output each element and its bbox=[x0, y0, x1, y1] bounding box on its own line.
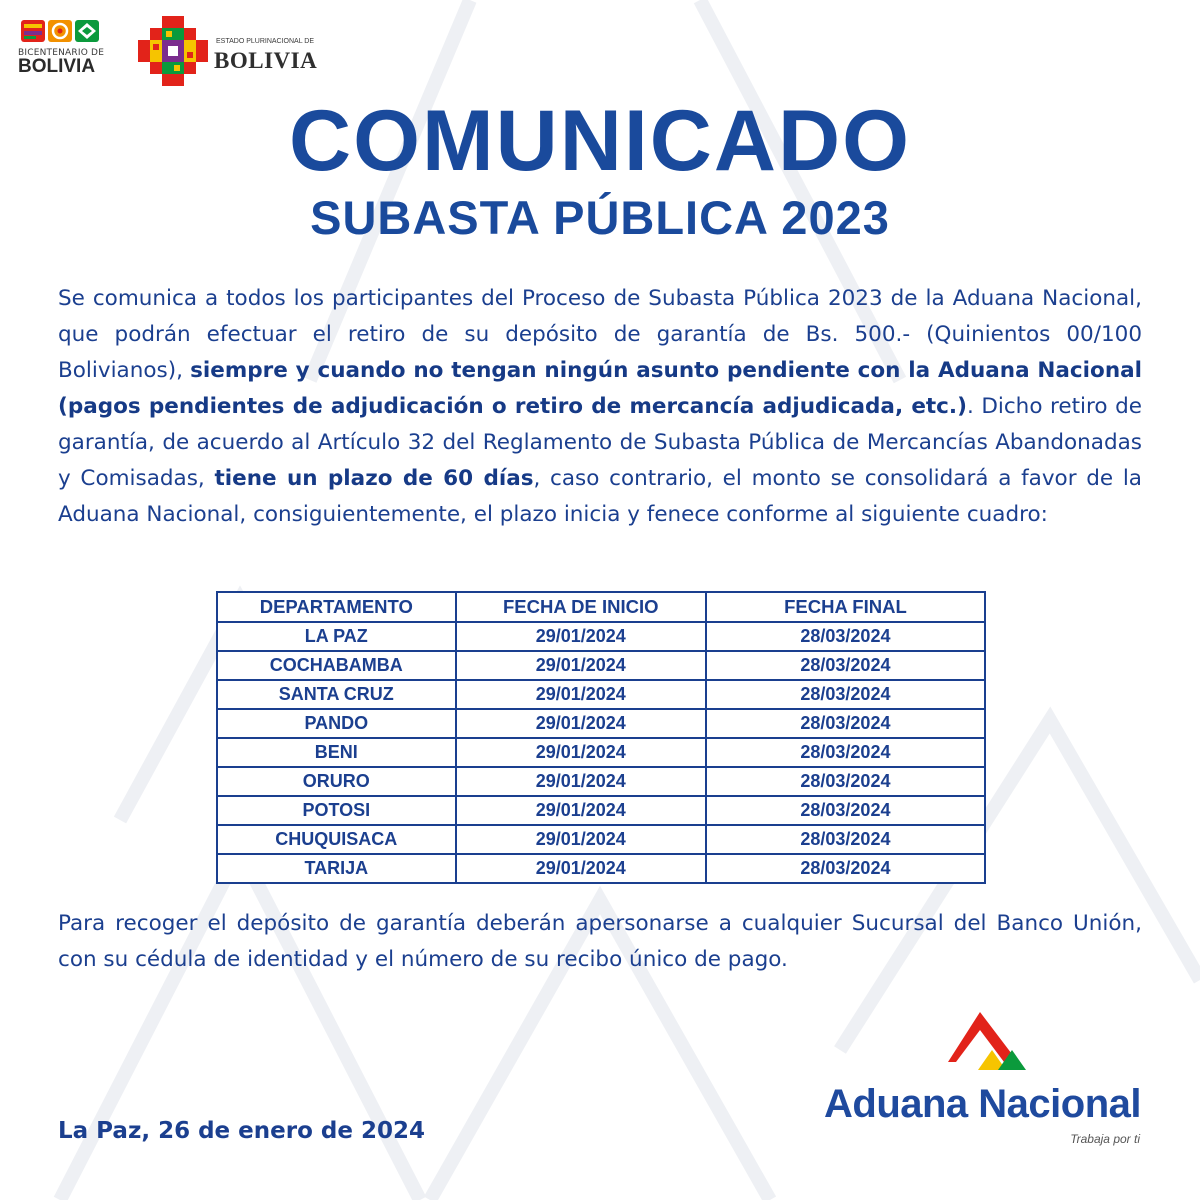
intro-bold-1: siempre y cuando no tengan ningún asunto pendiente con la Aduana Nacional (pagos pendientes de adjudicación o retiro de mercancía adjudicada, etc.) bbox=[58, 358, 1143, 419]
intro-paragraph bbox=[58, 281, 1142, 533]
bicentenario-logo bbox=[18, 20, 108, 86]
estado-logo-subtitle: ESTADO PLURINACIONAL DE bbox=[216, 38, 315, 45]
cell-fecha-inicio: 29/01/2024 bbox=[456, 825, 706, 854]
intro-text-2: . Dicho retiro de garantía, de acuerdo al Artículo 32 del Reglamento de Subasta Pública de Mercancías Abandonadas y Comisadas, bbox=[58, 394, 1142, 491]
header-fecha-inicio: FECHA DE INICIO bbox=[456, 592, 706, 622]
cell-fecha-final: 28/03/2024 bbox=[706, 651, 985, 680]
date-line: La Paz, 26 de enero de 2024 bbox=[58, 1118, 425, 1144]
bicentenario-mark-1-icon bbox=[21, 20, 45, 42]
cell-fecha-final: 28/03/2024 bbox=[706, 796, 985, 825]
cell-fecha-final: 28/03/2024 bbox=[706, 622, 985, 651]
intro-text-3: , caso contrario, el monto se consolidará a favor de la Aduana Nacional, consiguientemente, el plazo inicia y fenece conforme al siguiente cuadro: bbox=[58, 466, 1142, 527]
aduana-nacional-logo bbox=[820, 1008, 1150, 1158]
table-row bbox=[217, 738, 985, 767]
bicentenario-logo-marks bbox=[21, 20, 108, 42]
table-row bbox=[217, 825, 985, 854]
cell-departamento: TARIJA bbox=[217, 854, 456, 883]
aduana-mountain-icon bbox=[820, 1008, 1150, 1088]
cell-fecha-final: 28/03/2024 bbox=[706, 854, 985, 883]
cell-fecha-final: 28/03/2024 bbox=[706, 767, 985, 796]
header-fecha-final: FECHA FINAL bbox=[706, 592, 985, 622]
cell-fecha-inicio: 29/01/2024 bbox=[456, 651, 706, 680]
bicentenario-mark-3-icon bbox=[75, 20, 99, 42]
bicentenario-mark-2-icon bbox=[48, 20, 72, 42]
aduana-logo-slogan: Trabaja por ti bbox=[1070, 1132, 1140, 1146]
cell-departamento: ORURO bbox=[217, 767, 456, 796]
bicentenario-logo-title: BOLIVIA bbox=[18, 56, 96, 77]
header-departamento: DEPARTAMENTO bbox=[217, 592, 456, 622]
cell-departamento: SANTA CRUZ bbox=[217, 680, 456, 709]
aduana-logo-name: Aduana Nacional bbox=[824, 1082, 1142, 1126]
intro-text-1: Se comunica a todos los participantes del Proceso de Subasta Pública 2023 de la Aduana Nacional, que podrán efectuar el retiro de su depósito de garantía de Bs. 500.- (Quinientos 00/100 Bolivianos), bbox=[58, 286, 1142, 383]
cell-departamento: COCHABAMBA bbox=[217, 651, 456, 680]
deadline-table bbox=[216, 591, 986, 884]
cell-departamento: PANDO bbox=[217, 709, 456, 738]
cell-fecha-final: 28/03/2024 bbox=[706, 709, 985, 738]
cell-fecha-inicio: 29/01/2024 bbox=[456, 767, 706, 796]
cell-fecha-inicio: 29/01/2024 bbox=[456, 738, 706, 767]
cell-departamento: POTOSI bbox=[217, 796, 456, 825]
cell-departamento: CHUQUISACA bbox=[217, 825, 456, 854]
cell-departamento: LA PAZ bbox=[217, 622, 456, 651]
table-row bbox=[217, 709, 985, 738]
estado-logo-title: BOLIVIA bbox=[214, 48, 318, 73]
cell-fecha-final: 28/03/2024 bbox=[706, 738, 985, 767]
cell-fecha-inicio: 29/01/2024 bbox=[456, 622, 706, 651]
cell-fecha-inicio: 29/01/2024 bbox=[456, 796, 706, 825]
cell-fecha-final: 28/03/2024 bbox=[706, 680, 985, 709]
bicentenario-logo-subtitle: BICENTENARIO DE bbox=[18, 48, 105, 58]
table-row bbox=[217, 796, 985, 825]
table-row bbox=[217, 680, 985, 709]
cell-fecha-inicio: 29/01/2024 bbox=[456, 709, 706, 738]
table-row bbox=[217, 651, 985, 680]
closing-paragraph: Para recoger el depósito de garantía deberán apersonarse a cualquier Sucursal del Banco Unión, con su cédula de identidad y el número de su recibo único de pago. bbox=[58, 911, 1142, 972]
cell-fecha-inicio: 29/01/2024 bbox=[456, 854, 706, 883]
estado-plurinacional-logo bbox=[136, 14, 326, 88]
table-row bbox=[217, 854, 985, 883]
cell-fecha-inicio: 29/01/2024 bbox=[456, 680, 706, 709]
cell-fecha-final: 28/03/2024 bbox=[706, 825, 985, 854]
table-row bbox=[217, 767, 985, 796]
intro-bold-2: tiene un plazo de 60 días bbox=[214, 466, 534, 491]
table-row bbox=[217, 622, 985, 651]
cell-departamento: BENI bbox=[217, 738, 456, 767]
chakana-icon bbox=[136, 14, 210, 88]
page-subtitle: SUBASTA PÚBLICA 2023 bbox=[310, 191, 890, 244]
table-header-row bbox=[217, 592, 985, 622]
page-title: COMUNICADO bbox=[289, 93, 911, 189]
